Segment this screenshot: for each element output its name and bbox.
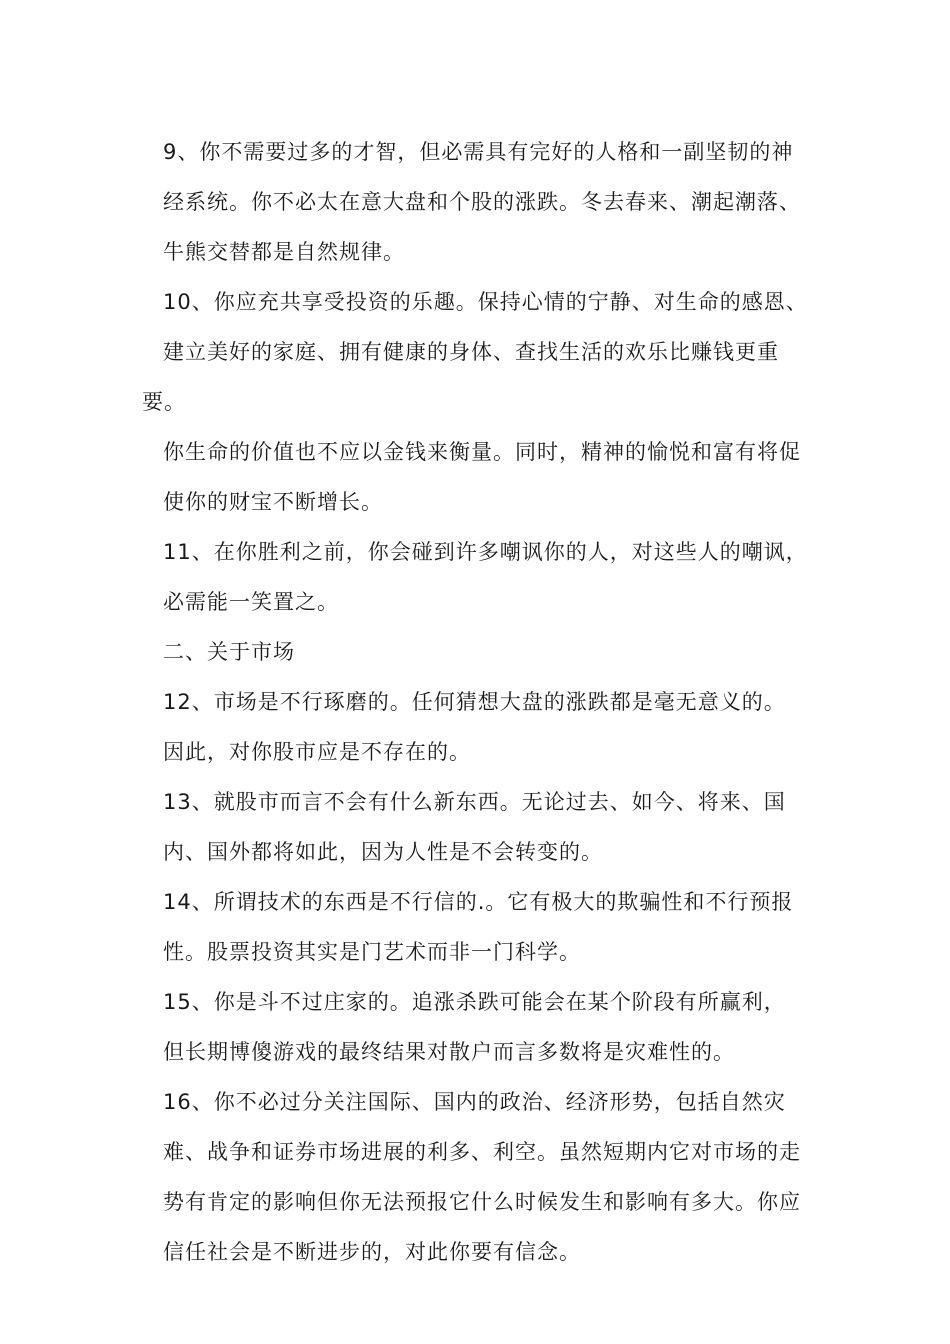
text-line: 使你的财宝不断增长。 (163, 490, 383, 514)
paragraph-9 (142, 127, 822, 277)
paragraph-12 (142, 677, 822, 777)
text-line: 建立美好的家庭、拥有健康的身体、查找生活的欢乐比赚钱更重要。 (142, 340, 779, 414)
text-line: 9、你不需要过多的才智，但必需具有完好的人格和一副坚韧的神 (163, 140, 794, 164)
text-line: 势有肯定的影响但你无法预报它什么时候发生和影响有多大。你应 (163, 1190, 801, 1214)
text-line: 因此，对你股市应是不存在的。 (163, 740, 471, 764)
text-line: 12、市场是不行琢磨的。任何猜想大盘的涨跌都是毫无意义的。 (163, 690, 786, 714)
text-line: 14、所谓技术的东西是不行信的.。它有极大的欺骗性和不行预报 (163, 890, 794, 914)
section-heading-text: 二、关于市场 (163, 640, 295, 664)
text-line: 难、战争和证券市场进展的利多、利空。虽然短期内它对市场的走 (163, 1140, 801, 1164)
text-line: 13、就股市而言不会有什么新东西。无论过去、如今、将来、国 (163, 790, 786, 814)
text-line: 必需能一笑置之。 (163, 590, 339, 614)
text-line: 但长期博傻游戏的最终结果对散户而言多数将是灾难性的。 (163, 1040, 735, 1064)
section-heading (142, 627, 822, 677)
paragraph-13 (142, 777, 822, 877)
text-line: 内、国外都将如此，因为人性是不会转变的。 (163, 840, 603, 864)
text-line: 你生命的价值也不应以金钱来衡量。同时，精神的愉悦和富有将促 (163, 440, 801, 464)
paragraph-11 (142, 527, 822, 627)
paragraph-16 (142, 1077, 822, 1277)
text-line: 牛熊交替都是自然规律。 (163, 240, 405, 264)
paragraph-14 (142, 877, 822, 977)
document-body (142, 127, 822, 1277)
text-line: 性。股票投资其实是门艺术而非一门科学。 (163, 940, 581, 964)
text-line: 16、你不必过分关注国际、国内的政治、经济形势，包括自然灾 (163, 1090, 786, 1114)
text-line: 11、在你胜利之前，你会碰到许多嘲讽你的人，对这些人的嘲讽， (163, 540, 808, 564)
paragraph-15 (142, 977, 822, 1077)
text-line: 10、你应充共享受投资的乐趣。保持心情的宁静、对生命的感恩、 (163, 290, 808, 314)
paragraph-10 (142, 277, 822, 527)
text-line: 经系统。你不必太在意大盘和个股的涨跌。冬去春来、潮起潮落、 (163, 190, 801, 214)
text-line: 15、你是斗不过庄家的。追涨杀跌可能会在某个阶段有所赢利， (163, 990, 786, 1014)
text-line: 信任社会是不断进步的，对此你要有信念。 (163, 1240, 581, 1264)
